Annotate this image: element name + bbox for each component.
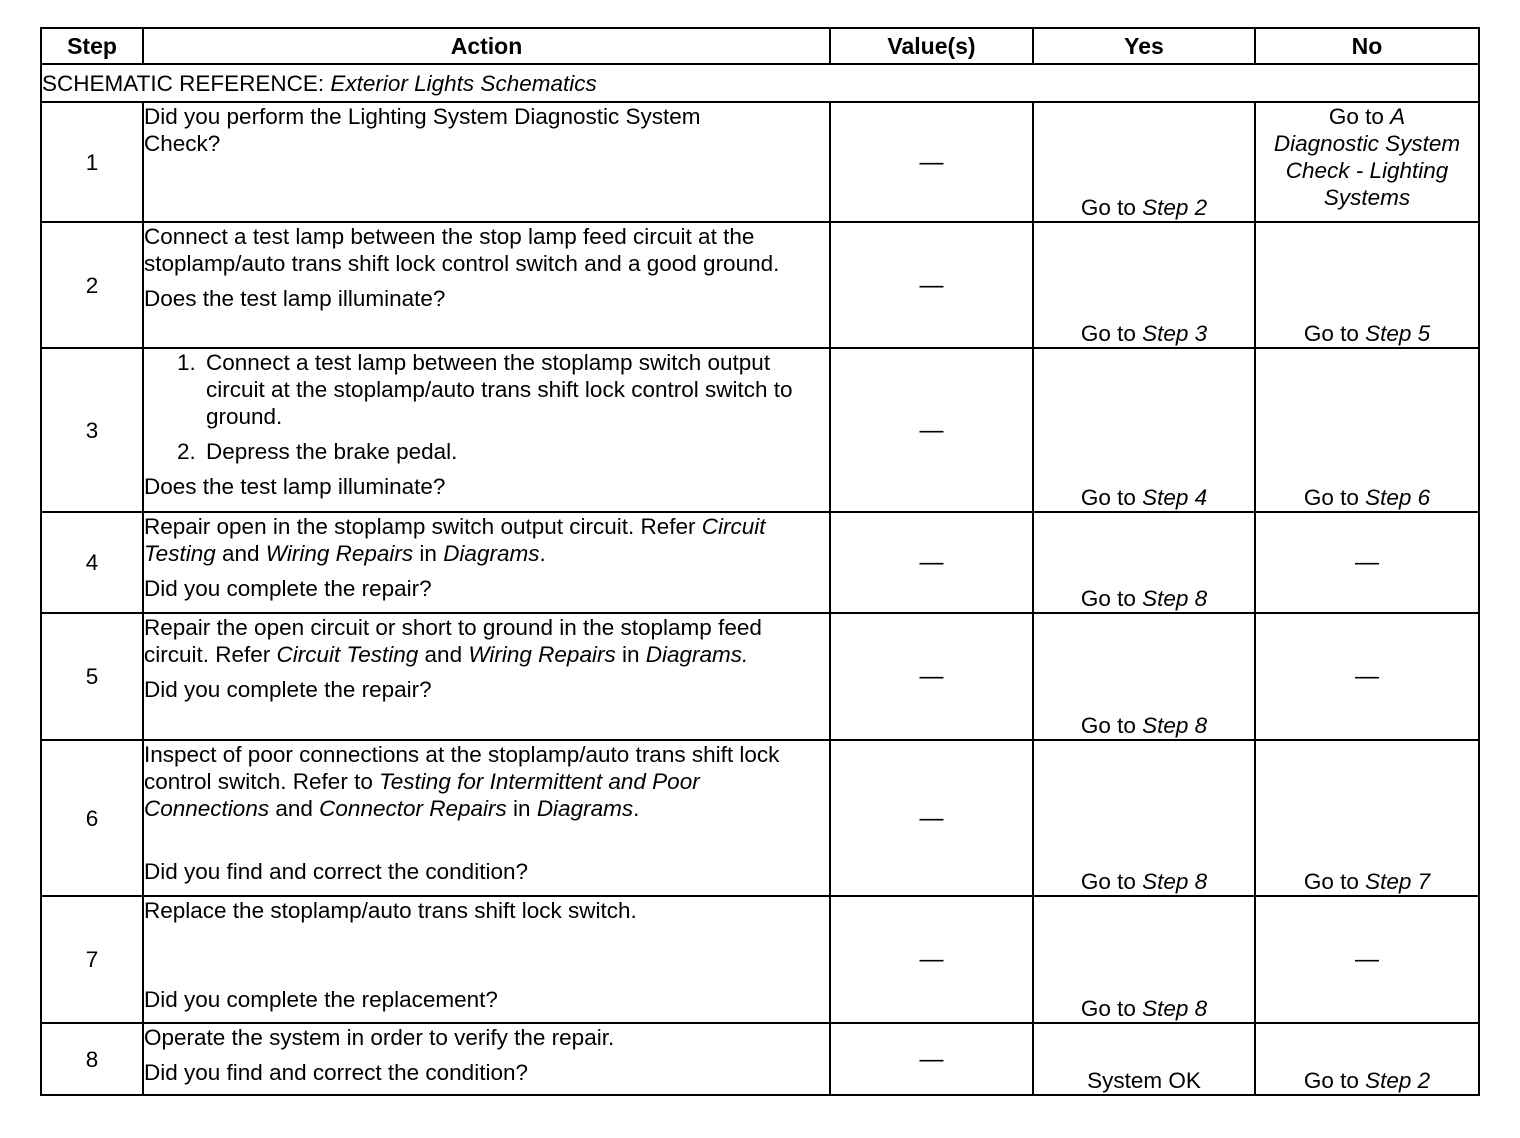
action-text: Replace the stoplamp/auto trans shift lock switch. [144, 898, 637, 923]
action-question: Did you complete the replacement? [144, 987, 498, 1012]
step-yes: Go to Step 2 [1033, 102, 1255, 222]
header-row [41, 28, 1479, 64]
action-text: Operate the system in order to verify the repair. [144, 1025, 615, 1050]
yes-link: Step 8 [1142, 996, 1208, 1021]
header-no: No [1255, 28, 1479, 64]
no-link: Step 7 [1365, 869, 1431, 894]
table-row [41, 1023, 1479, 1095]
step-no: Go to Step 2 [1255, 1023, 1479, 1095]
yes-link: Step 8 [1142, 869, 1208, 894]
yes-link: Step 8 [1142, 586, 1208, 611]
schematic-link: Exterior Lights Schematics [330, 70, 597, 96]
step-action [143, 348, 830, 512]
header-action: Action [143, 28, 830, 64]
step-yes: Go to Step 8 [1033, 613, 1255, 740]
header-yes: Yes [1033, 28, 1255, 64]
schematic-label: SCHEMATIC REFERENCE: [42, 70, 325, 96]
action-text: Repair the open circuit or short to ground in the stoplamp feed circuit. Refer Circuit Testing and Wiring Repairs in Diagrams. [144, 615, 762, 667]
action-text: Inspect of poor connections at the stoplamp/auto trans shift lock control switch. Refer to Testing for Intermittent and Poor Connections and Connector Repairs in Diagrams. [144, 742, 780, 821]
step-yes: Go to Step 8 [1033, 896, 1255, 1023]
step-no: — [1255, 613, 1479, 740]
no-link: Step 5 [1365, 321, 1431, 346]
table-row [41, 222, 1479, 348]
table-row [41, 512, 1479, 613]
step-no: — [1255, 512, 1479, 613]
action-text: Repair open in the stoplamp switch output circuit. Refer Circuit Testing and Wiring Repairs in Diagrams. [144, 514, 766, 566]
no-link: Step 2 [1365, 1068, 1431, 1093]
step-value: — [830, 1023, 1033, 1095]
step-no: Go to Step 7 [1255, 740, 1479, 896]
action-question: Did you complete the repair? [144, 576, 432, 601]
step-action [143, 102, 830, 222]
step-yes: Go to Step 8 [1033, 740, 1255, 896]
action-text: Did you perform the Lighting System Diagnostic System Check? [144, 104, 701, 156]
step-yes: Go to Step 3 [1033, 222, 1255, 348]
step-no: — [1255, 896, 1479, 1023]
step-number: 6 [41, 740, 143, 896]
no-link: Diagnostic System Check - Lighting Systems [1273, 131, 1461, 210]
step-number: 7 [41, 896, 143, 1023]
step-no: Go to A Diagnostic System Check - Lighting Systems [1255, 102, 1479, 222]
table-row [41, 613, 1479, 740]
table-row [41, 896, 1479, 1023]
step-action [143, 222, 830, 348]
step-action [143, 896, 830, 1023]
step-action [143, 740, 830, 896]
yes-link: Step 3 [1142, 321, 1208, 346]
step-no: Go to Step 5 [1255, 222, 1479, 348]
substep-item: 2. Depress the brake pedal. [202, 438, 829, 465]
step-value: — [830, 896, 1033, 1023]
table-row [41, 348, 1479, 512]
yes-link: Step 4 [1142, 485, 1208, 510]
diagnostic-table [40, 27, 1480, 1096]
step-number: 3 [41, 348, 143, 512]
step-value: — [830, 740, 1033, 896]
step-number: 2 [41, 222, 143, 348]
table-row [41, 740, 1479, 896]
step-number: 5 [41, 613, 143, 740]
step-value: — [830, 102, 1033, 222]
step-action [143, 1023, 830, 1095]
step-value: — [830, 613, 1033, 740]
yes-link: Step 8 [1142, 713, 1208, 738]
step-value: — [830, 222, 1033, 348]
step-value: — [830, 512, 1033, 613]
action-question: Did you complete the repair? [144, 677, 432, 702]
step-no: Go to Step 6 [1255, 348, 1479, 512]
step-number: 1 [41, 102, 143, 222]
step-yes: Go to Step 4 [1033, 348, 1255, 512]
step-action [143, 613, 830, 740]
substep-list [144, 349, 829, 465]
step-number: 4 [41, 512, 143, 613]
step-action [143, 512, 830, 613]
header-values: Value(s) [830, 28, 1033, 64]
yes-link: Step 2 [1142, 195, 1208, 220]
schematic-row [41, 64, 1479, 102]
schematic-reference [41, 64, 1479, 102]
step-yes: System OK [1033, 1023, 1255, 1095]
action-question: Did you find and correct the condition? [144, 859, 528, 884]
table-row [41, 102, 1479, 222]
step-number: 8 [41, 1023, 143, 1095]
header-step: Step [41, 28, 143, 64]
action-question: Does the test lamp illuminate? [144, 474, 446, 499]
substep-item: 1. Connect a test lamp between the stoplamp switch output circuit at the stoplamp/auto trans shift lock control switch to ground. [202, 349, 829, 430]
step-yes: Go to Step 8 [1033, 512, 1255, 613]
action-question: Does the test lamp illuminate? [144, 286, 446, 311]
step-value: — [830, 348, 1033, 512]
action-question: Did you find and correct the condition? [144, 1060, 528, 1085]
no-link: Step 6 [1365, 485, 1431, 510]
action-text: Connect a test lamp between the stop lamp feed circuit at the stoplamp/auto trans shift lock control switch and a good ground. [144, 224, 780, 276]
